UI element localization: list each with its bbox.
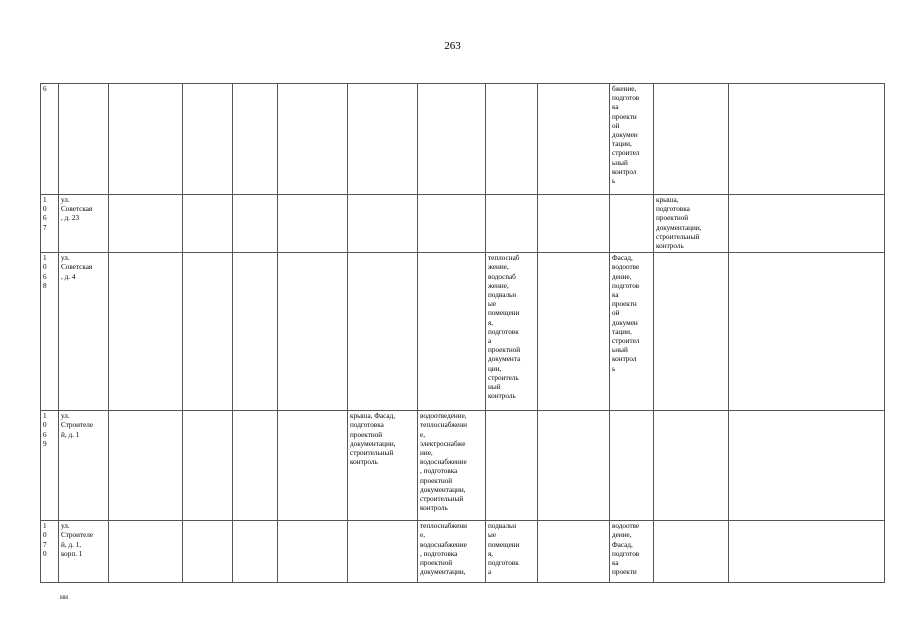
table-cell	[233, 195, 278, 253]
table-cell	[233, 253, 278, 411]
cell-text: 6	[43, 85, 47, 93]
cell-text: Фасад, водоотве дение, подготов ка проектн ой докумен тации, строител ьный контрол ь	[612, 254, 640, 373]
table-cell	[348, 195, 418, 253]
table-cell	[610, 253, 654, 411]
table-cell	[610, 195, 654, 253]
table-cell	[109, 521, 183, 583]
table-cell	[654, 195, 729, 253]
table-cell	[538, 253, 610, 411]
table-cell	[183, 195, 233, 253]
table-cell	[183, 84, 233, 195]
table-cell	[654, 253, 729, 411]
table-cell	[109, 253, 183, 411]
table-cell	[233, 84, 278, 195]
page-number: 263	[444, 40, 461, 52]
table-cell	[729, 253, 885, 411]
table-cell	[486, 195, 538, 253]
table-cell	[41, 84, 59, 195]
table-cell	[418, 521, 486, 583]
cell-text: ул. Советская , д. 4	[61, 254, 93, 281]
cell-text: водоотве дение, Фасад, подготов ка проекти	[612, 522, 640, 577]
table-body	[41, 84, 885, 583]
table-cell	[418, 253, 486, 411]
cell-text: бжение, подготов ка проекти ой докумен тации, строител ьный контрол ь	[612, 85, 640, 186]
table-row	[41, 411, 885, 521]
table-cell	[418, 411, 486, 521]
table-cell	[654, 411, 729, 521]
table-cell	[59, 195, 109, 253]
table-cell	[59, 253, 109, 411]
table-cell	[348, 84, 418, 195]
table-cell	[486, 253, 538, 411]
table-row	[41, 84, 885, 195]
cell-text: теплоснабжени е, водоснабжение , подготовка проектной документации,	[420, 522, 467, 577]
table-cell	[729, 195, 885, 253]
table-cell	[654, 521, 729, 583]
table-cell	[59, 411, 109, 521]
table-cell	[59, 521, 109, 583]
table-cell	[41, 253, 59, 411]
document-table-wrapper	[40, 83, 864, 583]
document-table	[40, 83, 885, 583]
table-cell	[183, 411, 233, 521]
cell-text: ул. Строителе й, д. 1	[61, 412, 94, 439]
table-cell	[348, 521, 418, 583]
table-cell	[610, 84, 654, 195]
table-cell	[486, 84, 538, 195]
table-cell	[654, 84, 729, 195]
table-cell	[610, 411, 654, 521]
cell-text: ул. Советская , д. 23	[61, 196, 93, 223]
cell-text: подвальн ые помещени я, подготовк а	[488, 522, 520, 577]
table-cell	[278, 195, 348, 253]
table-cell	[109, 195, 183, 253]
table-cell	[41, 521, 59, 583]
page-footer: нн	[60, 592, 69, 601]
table-cell	[729, 521, 885, 583]
table-cell	[486, 521, 538, 583]
cell-text: водоотведение, теплоснабжени е, электроснабже ние, водоснабжение , подготовка проектной документации, строительный контроль	[420, 412, 467, 513]
table-cell	[109, 411, 183, 521]
table-cell	[418, 195, 486, 253]
table-cell	[183, 253, 233, 411]
cell-text: 1 0 6 8	[43, 254, 47, 290]
cell-text: 1 0 6 9	[43, 412, 47, 448]
cell-text: ул. Строителе й, д. 1, корп. 1	[61, 522, 94, 558]
table-cell	[278, 411, 348, 521]
table-row	[41, 253, 885, 411]
table-cell	[729, 84, 885, 195]
table-cell	[348, 253, 418, 411]
table-cell	[233, 411, 278, 521]
table-cell	[348, 411, 418, 521]
table-row	[41, 521, 885, 583]
table-cell	[183, 521, 233, 583]
table-cell	[109, 84, 183, 195]
table-cell	[538, 84, 610, 195]
table-cell	[538, 521, 610, 583]
table-cell	[59, 84, 109, 195]
table-cell	[486, 411, 538, 521]
table-cell	[729, 411, 885, 521]
cell-text: 1 0 6 7	[43, 196, 47, 232]
table-cell	[41, 195, 59, 253]
table-cell	[233, 521, 278, 583]
table-cell	[278, 253, 348, 411]
cell-text: крыша, подготовка проектной документации, строительный контроль	[656, 196, 702, 251]
table-cell	[538, 411, 610, 521]
table-cell	[538, 195, 610, 253]
table-cell	[418, 84, 486, 195]
cell-text: теплоснаб жение, водосnаб жение, подвальн ые помещени я, подготовк а проектной документа ции, строитель ный контроль	[488, 254, 521, 401]
table-cell	[278, 84, 348, 195]
cell-text: крыша, Фасад, подготовка проектной документации, строительный контроль	[350, 412, 396, 467]
cell-text: 1 0 7 0	[43, 522, 47, 558]
table-row	[41, 195, 885, 253]
table-cell	[278, 521, 348, 583]
table-cell	[41, 411, 59, 521]
table-cell	[610, 521, 654, 583]
